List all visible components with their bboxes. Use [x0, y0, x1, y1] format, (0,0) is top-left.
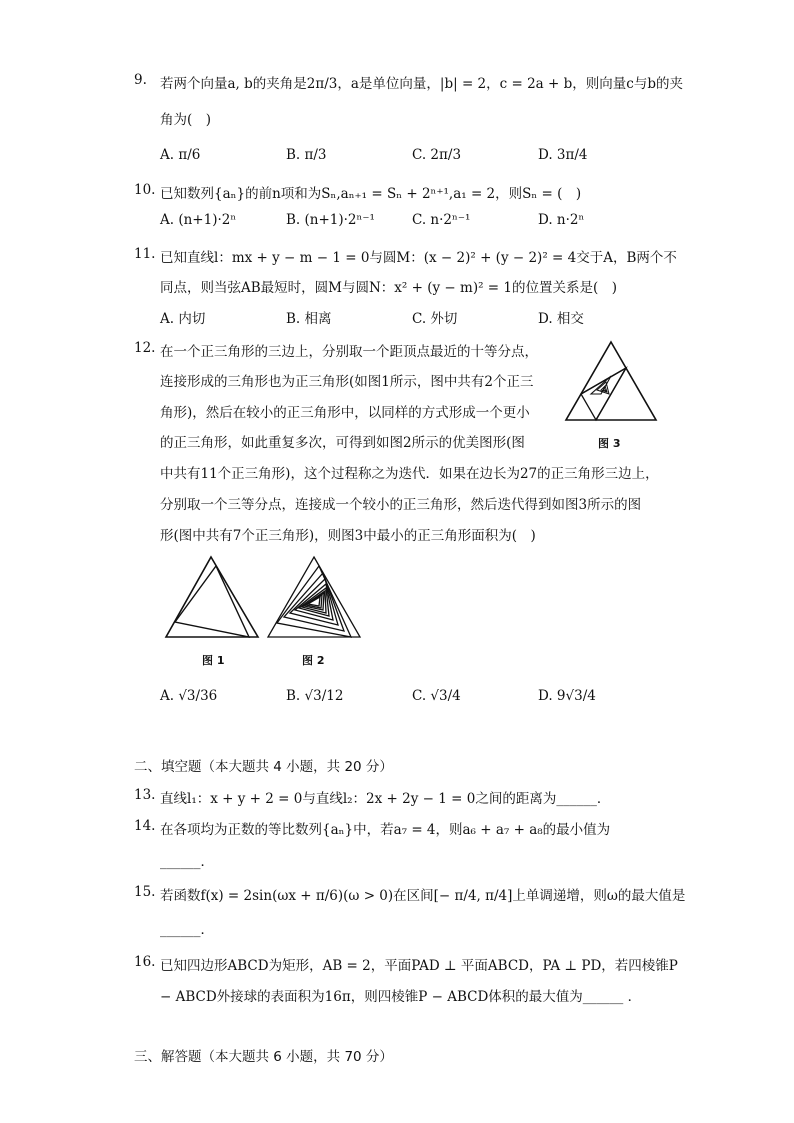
q9-option-c: C. 2π/3: [412, 147, 462, 163]
q9-option-d: D. 3π/4: [538, 147, 588, 163]
section-2-heading: 二、填空题（本大题共 4 小题，共 20 分）: [134, 759, 393, 775]
q12-number: 12.: [134, 340, 156, 356]
q11-text-line1: 已知直线l：mx + y − m − 1 = 0与圆M：(x − 2)² + (y − 2)² = 4交于A，B两个不: [160, 250, 677, 266]
q11-text-line2: 同点，则当弦AB最短时，圆M与圆N：x² + (y − m)² = 1的位置关系是( ): [160, 280, 618, 296]
q10-text-line1: 已知数列{aₙ}的前n项和为Sₙ,aₙ₊₁ = Sₙ + 2ⁿ⁺¹,a₁ = 2，则Sₙ = ( ): [160, 186, 582, 202]
q12-text-line4: 的正三角形，如此重复多次，可得到如图2所示的优美图形(图: [160, 435, 525, 451]
section-3-heading: 三、解答题（本大题共 6 小题，共 70 分）: [134, 1049, 393, 1065]
q15-text-line1: 若函数f(x) = 2sin(ωx + π/6)(ω > 0)在区间[− π/4, π/4]上单调递增，则ω的最大值是: [160, 888, 686, 904]
q16-number: 16.: [134, 954, 156, 970]
q12-option-c: C. √3/4: [412, 688, 461, 704]
q12-text-line1: 在一个正三角形的三边上，分别取一个距顶点最近的十等分点，: [160, 344, 538, 360]
q16-text-line2: − ABCD外接球的表面积为16π，则四棱锥P − ABCD体积的最大值为______ ．: [160, 989, 642, 1005]
q10-option-c: C. n·2ⁿ⁻¹: [412, 212, 471, 228]
q14-number: 14.: [134, 818, 156, 834]
q12-text-line6: 分别取一个三等分点，连接成一个较小的正三角形，然后迭代得到如图3所示的图: [160, 497, 642, 513]
figure-3-caption: 图 3: [598, 437, 621, 450]
q10-number: 10.: [134, 182, 156, 198]
q12-option-a: A. √3/36: [160, 688, 218, 704]
q11-option-d: D. 相交: [538, 311, 584, 327]
q13-number: 13.: [134, 787, 156, 803]
q10-option-b: B. (n+1)·2ⁿ⁻¹: [286, 212, 375, 228]
q15-text-line2: ______．: [160, 922, 214, 938]
q10-option-a: A. (n+1)·2ⁿ: [160, 212, 237, 228]
q12-text-line2: 连接形成的三角形也为正三角形(如图1所示，图中共有2个正三: [160, 374, 534, 390]
figure-1-caption: 图 1: [202, 654, 225, 667]
q9-text-line2: 角为( ): [160, 112, 212, 128]
figure-2: [266, 555, 362, 641]
q15-number: 15.: [134, 884, 156, 900]
q9-option-b: B. π/3: [286, 147, 327, 163]
q9-number: 9.: [134, 72, 147, 88]
q13-text-line1: 直线l₁：x + y + 2 = 0与直线l₂：2x + 2y − 1 = 0之间的距离为______．: [160, 791, 611, 807]
figure-3: [562, 338, 660, 426]
q11-option-a: A. 内切: [160, 311, 206, 327]
q9-option-a: A. π/6: [160, 147, 201, 163]
q14-text-line1: 在各项均为正数的等比数列{aₙ}中，若a₇ = 4，则a₆ + a₇ + a₈的最小值为: [160, 822, 611, 838]
figure-1: [164, 555, 262, 641]
q10-option-d: D. n·2ⁿ: [538, 212, 585, 228]
q11-option-b: B. 相离: [286, 311, 332, 327]
q9-text-line1: 若两个向量a, b的夹角是2π/3，a是单位向量，|b| = 2，c = 2a + b，则向量c与b的夹: [160, 76, 683, 92]
figure-2-caption: 图 2: [302, 654, 325, 667]
q16-text-line1: 已知四边形ABCD为矩形，AB = 2，平面PAD ⊥ 平面ABCD，PA ⊥ PD，若四棱锥P: [160, 958, 678, 974]
q11-option-c: C. 外切: [412, 311, 458, 327]
q14-text-line2: ______．: [160, 854, 214, 870]
q12-option-b: B. √3/12: [286, 688, 344, 704]
q12-text-line5: 中共有11个正三角形)，这个过程称之为迭代．如果在边长为27的正三角形三边上，: [160, 466, 659, 482]
q11-number: 11.: [134, 246, 156, 262]
q12-option-d: D. 9√3/4: [538, 688, 596, 704]
q12-text-line3: 角形)，然后在较小的正三角形中，以同样的方式形成一个更小: [160, 405, 530, 421]
q12-text-line7: 形(图中共有7个正三角形)，则图3中最小的正三角形面积为( ): [160, 528, 536, 544]
